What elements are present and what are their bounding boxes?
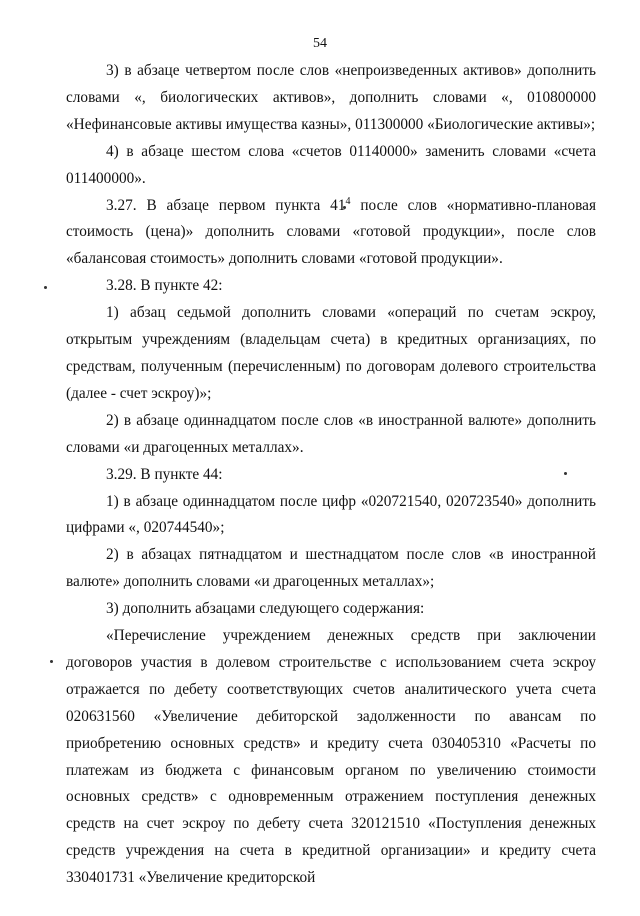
- document-body: [66, 58, 596, 892]
- paragraph: 2) в абзацах пятнадцатом и шестнадцатом после слов «в иностранной валюте» дополнить словами «и драгоценных металлах»;: [66, 546, 596, 591]
- page-number: 54: [313, 36, 327, 51]
- paragraph: 3) дополнить абзацами следующего содержания:: [106, 600, 425, 618]
- paragraph: 2) в абзаце одиннадцатом после слов «в иностранной валюте» дополнить словами «и драгоценных металлах».: [66, 411, 596, 456]
- paragraph: 3) в абзаце четвертом после слов «непроизведенных активов» дополнить словами «, биологических активов», дополнить словами «, 010800000 «Нефинансовые активы имущества казны», 011300000 «Биологические активы»;: [66, 62, 596, 133]
- paragraph: 1) абзац седьмой дополнить словами «операций по счетам эскроу, открытым учреждениям (владельцам счета) в кредитных организациях, по средствам, полученным (перечисленным) по договорам долевого строительства (далее - счет эскроу)»;: [66, 304, 596, 402]
- paragraph-text: после слов «нормативно-плановая стоимость (цена)» дополнить словами «готовой продукции», после слов «балансовая стоимость» дополнить словами «готовой продукции».: [66, 196, 596, 268]
- paragraph: 4) в абзаце шестом слова «счетов 01140000» заменить словами «счета 011400000».: [66, 142, 596, 187]
- section-heading: 3.29. В пункте 44:: [106, 465, 223, 483]
- paragraph: [66, 193, 596, 274]
- superscript: 4: [345, 195, 351, 207]
- paragraph: 1) в абзаце одиннадцатом после цифр «020721540, 020723540» дополнить цифрами «, 020744540»;: [66, 492, 596, 537]
- paragraph-text: 3.27. В абзаце первом пункта 41: [106, 196, 346, 214]
- scan-speck: [50, 660, 53, 663]
- paragraph: «Перечисление учреждением денежных средств при заключении договоров участия в долевом строительстве с использованием счета эскроу отражается по дебету соответствующих счетов аналитического учета счета 020631560 «Увеличение дебиторской задолженности по авансам по приобретению основных средств» и кредиту счета 030405310 «Расчеты по платежам из бюджета с финансовым органом по увеличению стоимости основных средств» с одновременным отражением поступления денежных средств на счет эскроу по дебету счета 320121510 «Поступления денежных средств учреждения на счета в кредитной организации» и кредиту счета 330401731 «Увеличение кредиторской: [66, 627, 596, 887]
- section-heading: 3.28. В пункте 42:: [106, 277, 223, 295]
- scan-speck: [44, 286, 47, 289]
